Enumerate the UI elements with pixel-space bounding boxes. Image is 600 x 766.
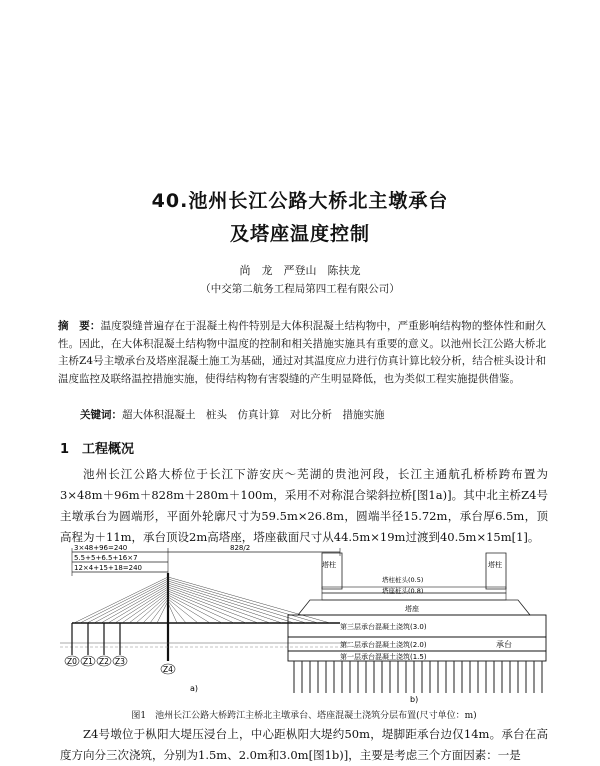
layer2-label: 第二层承台混凝土浇筑(2.0) [340, 641, 427, 649]
section-title: 1 工程概况 [60, 442, 135, 457]
affiliation: （中交第二航务工程局第四工程有限公司） [200, 283, 400, 295]
figure-a [60, 544, 350, 693]
keywords-label: 关键词： [80, 409, 122, 421]
paper-title-line2: 及塔座温度控制 [229, 223, 370, 245]
piers [72, 623, 120, 655]
tower-label-right: 塔柱 [488, 561, 502, 569]
piles [294, 661, 542, 693]
layer-tower-pile-head: 塔柱桩头(0.5) [382, 576, 424, 584]
layer1-label: 第一层承台混凝土浇筑(1.5) [340, 653, 427, 661]
authors: 尚 龙 严登山 陈扶龙 [239, 264, 361, 277]
figure-caption: 图1 池州长江公路大桥跨江主桥北主墩承台、塔座混凝土浇筑分层布置(尺寸单位：m) [131, 711, 477, 721]
pier-label-z0: Z0 [67, 657, 77, 666]
layer3-label: 第三层承台混凝土浇筑(3.0) [340, 623, 427, 631]
figure-label-b: b) [410, 695, 419, 704]
paper-title-line1: 40.池州长江公路大桥北主墩承台 [151, 190, 449, 212]
abstract-label: 摘 要： [58, 320, 101, 332]
paragraph-1: 池州长江公路大桥位于长江下游安庆～芜湖的贵池河段，长江主通航孔桥桥跨布置为3×48m＋96m＋828m＋280m＋100m，采用不对称混合梁斜拉桥[图1a)]。其中北主桥Z4号主墩承台为圆端形，平面外轮廓尺寸为59.5m×26.8m，圆端半径15.72m，承台厚6.5m，顶高程为＋11m，承台顶设2m高塔座，塔座截面尺寸从44.5m×19m过渡到40.5m×15m[1]。 [60, 467, 548, 544]
abstract [58, 318, 546, 388]
figure-b [288, 553, 546, 704]
tower-column-right [486, 553, 506, 589]
pier-label-z2: Z2 [99, 657, 109, 666]
dim-top: 3×48+96=240 [74, 544, 128, 552]
tower-label-left: 塔柱 [322, 561, 336, 569]
keywords-text: 超大体积混凝土 桩头 仿真计算 对比分析 措施实施 [122, 409, 385, 421]
pier-label-z1: Z1 [83, 657, 93, 666]
cap-label: 承台 [496, 640, 512, 649]
dim-mid1: 5.5+5+6.5+16×7 [74, 554, 138, 562]
paragraph-2: Z4号墩位于枞阳大堤压浸台上，中心距枞阳大堤约50m，堤脚距承台边仅14m。承台在高度方向分三次浇筑，分别为1.5m、2.0m和3.0m[图1b)]，主要是考虑三个方面因素：一是 [60, 727, 548, 762]
figure-label-a: a) [190, 684, 199, 693]
abstract-text: 温度裂缝普遍存在于混凝土构件特别是大体积混凝土结构物中，严重影响结构物的整体性和耐久性。因此，在大体积混凝土结构物中温度的控制和相关措施实施具有重要的意义。以池州长江公路大桥北主桥Z4号主墩承台及塔座混凝土施工为基础，通过对其温度应力进行仿真计算比较分析，结合桩头设计和温度监控及联络温控措施实施，使得结构物有害裂缝的产生明显降低，也为类似工程实施提供借鉴。 [58, 320, 547, 385]
tower-column-left [322, 553, 342, 589]
layer-tower-seat: 塔座 [405, 605, 419, 613]
keywords [80, 407, 385, 422]
figure-1 [60, 543, 548, 705]
pier-label-z4: Z4 [163, 665, 173, 674]
pier-label-z3: Z3 [115, 657, 125, 666]
dim-span: 828/2 [230, 544, 251, 552]
stay-cables-left [74, 577, 168, 623]
dim-mid2: 12×4+15+18=240 [74, 564, 142, 572]
layer-tower-seat-pile-head: 塔座桩头(0.8) [382, 587, 424, 595]
stay-cables-right [168, 577, 330, 623]
